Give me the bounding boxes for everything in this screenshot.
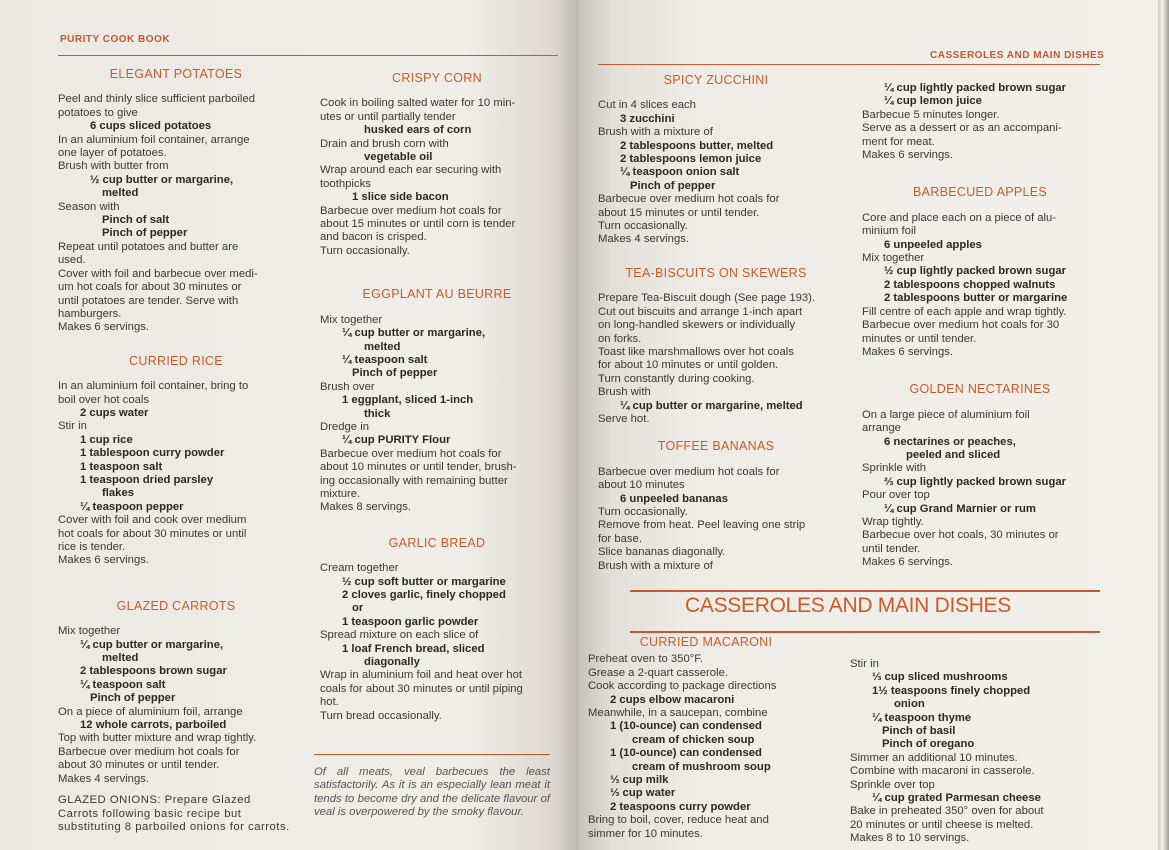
recipe-toffee-bananas	[598, 440, 834, 573]
instruction-line: um hot coals for about 30 minutes or	[58, 281, 242, 294]
ingredient-line: onion	[894, 698, 925, 711]
recipe-golden-nectarines	[862, 383, 1098, 569]
instruction-line: Turn occasionally.	[598, 220, 688, 233]
instruction-line: Barbecue over medium hot coals for	[598, 193, 780, 206]
ingredient-line: Pinch of basil	[882, 725, 956, 738]
instruction-line: Turn occasionally.	[598, 505, 688, 518]
instruction-line: Sprinkle with	[862, 462, 927, 475]
ingredient-line: 2 tablespoons brown sugar	[80, 665, 227, 678]
ingredient-line: ¼ cup lemon juice	[884, 95, 982, 108]
recipe-title: CURRIED MACARONI	[639, 635, 773, 649]
ingredient-line: 2 cups water	[80, 406, 149, 419]
ingredient-line: 1 eggplant, sliced 1-inch	[342, 394, 474, 407]
ingredient-line: 1 cup rice	[80, 433, 133, 446]
ingredient-line: 1 (10-ounce) can condensed	[610, 747, 762, 760]
instruction-line: ment for meat.	[862, 135, 935, 148]
recipe-body	[862, 409, 1098, 570]
ingredient-line: 6 cups sliced potatoes	[90, 120, 212, 133]
instruction-line: about 30 minutes or until tender.	[58, 759, 220, 772]
instruction-line: Makes 6 servings.	[862, 149, 954, 162]
ingredient-line: ⅓ cup water	[610, 787, 676, 800]
ingredient-line: Pinch of salt	[102, 214, 170, 227]
ingredient-line: 2 tablespoons lemon juice	[620, 153, 762, 166]
instruction-line: On a piece of aluminium foil, arrange	[58, 705, 243, 718]
instruction-line: Grease a 2-quart casserole.	[588, 666, 729, 679]
ingredient-line: cream of chicken soup	[632, 733, 755, 746]
instruction-line: hot.	[320, 696, 339, 709]
ingredient-line: 1 (10-ounce) can condensed	[610, 720, 762, 733]
recipe-title: ELEGANT POTATOES	[109, 67, 243, 81]
instruction-line: mixture.	[320, 487, 361, 500]
instruction-line: Barbecue over medium hot coals for	[598, 465, 780, 478]
instruction-line: Remove from heat. Peel leaving one strip	[598, 519, 806, 532]
instruction-line: Spread mixture on each slice of	[320, 629, 479, 642]
instruction-line: Barbecue over hot coals, 30 minutes or	[862, 529, 1059, 542]
ingredient-line: ½ cup butter or margarine,	[90, 173, 234, 186]
section-title: CASSEROLES AND MAIN DISHES	[685, 594, 1011, 617]
instruction-line: Cut out biscuits and arrange 1-inch apart	[598, 305, 803, 318]
recipe-garlic-bread	[320, 537, 554, 723]
toffee-bananas-continued	[862, 82, 1098, 162]
instruction-line: for about 10 minutes or until golden.	[598, 359, 779, 372]
recipe-title: TOFFEE BANANAS	[657, 439, 775, 454]
recipe-body	[58, 380, 294, 568]
instruction-line: Cover with foil and cook over medium	[58, 514, 247, 527]
instruction-line: potatoes to give	[58, 106, 138, 119]
instruction-line: Turn occasionally.	[320, 244, 410, 257]
instruction-line: Barbecue over medium hot coals for 30	[862, 319, 1060, 332]
instruction-line: Serve as a dessert or as an accompani-	[862, 122, 1062, 135]
instruction-line: Cut in 4 slices each	[598, 99, 696, 112]
instruction-line: Mix together	[320, 313, 383, 326]
recipe-curried-rice	[58, 355, 294, 568]
ingredient-line: Pinch of pepper	[352, 367, 438, 380]
ingredient-line: 12 whole carrots, parboiled	[80, 719, 227, 732]
recipe-body	[862, 212, 1098, 359]
instruction-line: minium foil	[862, 225, 916, 238]
instruction-line: Meanwhile, in a saucepan, combine	[588, 707, 768, 720]
recipe-crispy-corn	[320, 72, 554, 258]
recipe-title: GARLIC BREAD	[388, 535, 486, 550]
instruction-line: Cook according to package directions	[588, 680, 777, 693]
ingredient-line: melted	[364, 340, 401, 353]
instruction-line: Repeat until potatoes and butter are	[58, 240, 239, 253]
ingredient-line: ¼ cup butter or margarine,	[80, 638, 224, 651]
instruction-line: In an aluminium foil container, bring to	[58, 380, 249, 393]
recipe-title: CRISPY CORN	[392, 71, 482, 85]
left-running-header: PURITY COOK BOOK	[60, 34, 171, 45]
ingredient-line: 2 tablespoons butter or margarine	[884, 292, 1068, 305]
ingredient-line: 2 cups elbow macaroni	[610, 693, 735, 706]
instruction-line: Season with	[58, 200, 120, 213]
right-column-2	[862, 82, 1098, 570]
instruction-line: Barbecue over medium hot coals for	[320, 204, 502, 217]
instruction-line: Fill centre of each apple and wrap tightly.	[862, 305, 1067, 318]
recipe-tea-biscuits-on-skewers	[598, 267, 834, 426]
ingredient-line: Pinch of oregano	[882, 738, 975, 751]
ingredient-line: ¼ teaspoon onion salt	[620, 166, 740, 179]
instruction-line: Preheat oven to 350°F.	[588, 653, 704, 666]
instruction-line: ing occasionally with remaining butter	[320, 474, 508, 487]
instruction-line: Slice bananas diagonally.	[598, 546, 726, 559]
instruction-line: arrange	[862, 422, 901, 435]
ingredient-line: 1 slice side bacon	[352, 191, 449, 204]
instruction-line: Cover with foil and barbecue over medi-	[58, 267, 258, 280]
ingredient-line: 6 unpeeled apples	[884, 238, 982, 251]
ingredient-line: ¼ cup PURITY Flour	[342, 434, 451, 447]
instruction-line: Cook in boiling salted water for 10 min-	[320, 97, 516, 110]
right-column-4	[850, 658, 1086, 846]
left-column-2	[320, 72, 554, 723]
instruction-line: on long-handled skewers or individually	[598, 319, 796, 332]
curried-macaroni-continued	[850, 658, 1086, 846]
instruction-line: Stir in	[58, 420, 87, 433]
ingredient-line: 2 teaspoons curry powder	[610, 800, 751, 813]
instruction-line: Combine with macaroni in casserole.	[850, 765, 1035, 778]
ingredient-line: ⅓ cup milk	[610, 774, 669, 787]
ingredient-line: husked ears of corn	[364, 124, 472, 137]
ingredient-line: Pinch of pepper	[102, 227, 188, 240]
instruction-line: utes or until partially tender	[320, 110, 456, 123]
ingredient-line: cream of mushroom soup	[632, 760, 771, 773]
instruction-line: Mix together	[58, 625, 121, 638]
ingredient-line: vegetable oil	[364, 151, 433, 164]
recipe-eggplant-au-beurre	[320, 288, 554, 515]
ingredient-line: 2 cloves garlic, finely chopped	[342, 589, 506, 601]
instruction-line: about 10 minutes	[598, 479, 685, 492]
recipe-title: BARBECUED APPLES	[912, 185, 1048, 200]
ingredient-line: 1 loaf French bread, sliced	[342, 642, 485, 655]
veal-note: Of all meats, veal barbecues the least satisfactorily. As it is an especially lean meat it tends to become dry and the delicate flavour of veal is overpowered by the smoky flavour.	[314, 766, 550, 819]
instruction-line: simmer for 10 minutes.	[588, 827, 703, 840]
instruction-line: Brush with a mixture of	[598, 126, 713, 139]
glazed-onions-variation: GLAZED ONIONS: Prepare Glazed Carrots following basic recipe but substituting 8 parboiled onions for carrots.	[58, 794, 290, 833]
instruction-line: In an aluminium foil container, arrange	[58, 133, 250, 146]
instruction-line: minutes or until tender.	[862, 332, 977, 345]
left-column-1	[58, 68, 294, 834]
recipe-body	[598, 292, 834, 426]
instruction-line: Barbecue over medium hot coals for	[320, 447, 502, 460]
instruction-line: Stir in	[850, 658, 879, 670]
instruction-line: until tender.	[862, 542, 921, 555]
recipe-body	[598, 99, 834, 246]
instruction-line: toothpicks	[320, 177, 371, 190]
instruction-line: Mix together	[862, 252, 925, 265]
instruction-line: Drain and brush corn with	[320, 137, 449, 150]
recipe-elegant-potatoes	[58, 68, 294, 335]
instruction-line: Makes 8 servings.	[320, 501, 412, 514]
ingredient-line: 1 tablespoon curry powder	[80, 447, 225, 460]
instruction-line: coals for about 30 minutes or until piping	[320, 682, 523, 695]
ingredient-line: thick	[364, 407, 391, 420]
ingredient-line: ½ cup lightly packed brown sugar	[884, 265, 1067, 278]
instruction-line: Brush with a mixture of	[598, 559, 713, 572]
ingredient-line: ¼ teaspoon thyme	[872, 711, 972, 724]
instruction-line: and bacon is crisped.	[320, 231, 427, 244]
ingredient-line: melted	[102, 187, 139, 200]
ingredient-line: 2 tablespoons butter, melted	[620, 139, 774, 152]
instruction-line: Prepare Tea-Biscuit dough (See page 193).	[598, 292, 816, 305]
ingredient-line: peeled and sliced	[906, 448, 1001, 461]
page-edge	[1158, 0, 1169, 850]
right-header-rule	[598, 64, 1100, 65]
ingredient-line: ⅓ cup sliced mushrooms	[872, 671, 1008, 684]
ingredient-line: 6 nectarines or peaches,	[884, 435, 1016, 448]
instruction-line: Pour over top	[862, 489, 930, 502]
recipe-title: TEA-BISCUITS ON SKEWERS	[625, 265, 807, 280]
recipe-body	[320, 314, 554, 515]
instruction-line: until potatoes are tender. Serve with	[58, 294, 239, 307]
ingredient-line: 6 unpeeled bananas	[620, 492, 728, 505]
left-page	[0, 0, 578, 850]
recipe-body	[320, 562, 554, 723]
ingredient-line: 1½ teaspoons finely chopped	[872, 684, 1031, 697]
ingredient-line: 1 teaspoon salt	[80, 460, 163, 473]
right-column-1	[598, 74, 834, 573]
veal-note-rule	[314, 754, 550, 755]
recipe-spicy-zucchini	[598, 74, 834, 247]
ingredient-line: melted	[102, 652, 139, 665]
instruction-line: about 15 minutes or until corn is tender	[320, 218, 516, 231]
recipe-glazed-carrots	[58, 600, 294, 835]
ingredient-line: ½ cup soft butter or margarine	[342, 575, 506, 588]
recipe-body	[58, 625, 294, 786]
instruction-line: hamburgers.	[58, 307, 122, 320]
instruction-line: Cream together	[320, 562, 399, 575]
instruction-line: Bake in preheated 350° oven for about	[850, 805, 1044, 818]
instruction-line: Wrap in aluminium foil and heat over hot	[320, 669, 522, 682]
instruction-line: Peel and thinly slice sufficient parboiled	[58, 93, 255, 106]
instruction-line: for base.	[598, 532, 642, 545]
instruction-line: Makes 8 to 10 servings.	[850, 832, 970, 845]
ingredient-line: ⅔ cup lightly packed brown sugar	[884, 475, 1067, 488]
recipe-title: EGGPLANT AU BEURRE	[362, 287, 512, 302]
instruction-line: Turn bread occasionally.	[320, 709, 442, 722]
section-rule-top	[630, 590, 1100, 592]
ingredient-line: 3 zucchini	[620, 112, 675, 125]
ingredient-line: ¼ teaspoon salt	[80, 678, 166, 691]
ingredient-line: 2 tablespoons chopped walnuts	[884, 278, 1056, 291]
instruction-line: rice is tender.	[58, 541, 126, 553]
ingredient-line: ¼ cup grated Parmesan cheese	[872, 792, 1041, 805]
recipe-body	[320, 97, 554, 258]
recipe-body	[58, 93, 294, 334]
instruction-line: Toast like marshmallows over hot coals	[598, 345, 794, 358]
instruction-line: Wrap tightly.	[862, 515, 924, 528]
instruction-line: Makes 4 servings.	[58, 772, 150, 785]
recipe-barbecued-apples	[862, 186, 1098, 359]
instruction-line: Brush with	[598, 386, 651, 399]
ingredient-line: or	[352, 602, 364, 615]
recipe-body	[588, 653, 824, 841]
instruction-line: Barbecue over medium hot coals for	[58, 745, 240, 758]
instruction-line: on forks.	[598, 332, 642, 345]
instruction-line: Makes 6 servings.	[862, 556, 954, 569]
right-column-3	[588, 636, 824, 841]
ingredient-line: ¼ cup butter or margarine,	[342, 327, 486, 340]
instruction-line: Wrap around each ear securing with	[320, 164, 502, 177]
ingredient-line: ¼ cup lightly packed brown sugar	[884, 82, 1067, 94]
recipe-title: SPICY ZUCCHINI	[663, 73, 769, 87]
instruction-line: Makes 6 servings.	[58, 554, 150, 567]
instruction-line: Dredge in	[320, 420, 369, 433]
instruction-line: boil over hot coals	[58, 393, 150, 406]
instruction-line: one layer of potatoes.	[58, 147, 167, 160]
ingredient-line: ¼ cup butter or margarine, melted	[620, 399, 803, 412]
instruction-line: Makes 6 servings.	[58, 321, 150, 334]
instruction-line: about 10 minutes or until tender, brush-	[320, 461, 517, 474]
left-header-rule	[58, 55, 558, 56]
ingredient-line: 1 teaspoon garlic powder	[342, 615, 479, 628]
instruction-line: about 15 minutes or until tender.	[598, 206, 760, 219]
section-rule-bottom	[630, 631, 1100, 633]
instruction-line: Serve hot.	[598, 412, 650, 425]
ingredient-line: Pinch of pepper	[630, 179, 716, 192]
ingredient-line: 1 teaspoon dried parsley	[80, 473, 214, 486]
recipe-title: CURRIED RICE	[129, 353, 223, 368]
instruction-line: Simmer an additional 10 minutes.	[850, 751, 1018, 764]
right-page	[578, 0, 1158, 850]
instruction-line: used.	[58, 254, 86, 267]
recipe-title: GLAZED CARROTS	[116, 598, 236, 613]
ingredient-line: ¼ cup Grand Marnier or rum	[884, 502, 1036, 515]
recipe-body	[598, 466, 834, 573]
instruction-line: Sprinkle over top	[850, 778, 935, 791]
instruction-line: Brush over	[320, 380, 375, 393]
instruction-line: Brush with butter from	[58, 160, 169, 173]
instruction-line: hot coals for about 30 minutes or until	[58, 527, 247, 540]
instruction-line: 20 minutes or until cheese is melted.	[850, 818, 1034, 831]
ingredient-line: ¼ teaspoon salt	[342, 353, 428, 366]
ingredient-line: flakes	[102, 487, 135, 500]
ingredient-line: ¼ teaspoon pepper	[80, 500, 184, 513]
right-running-header: CASSEROLES AND MAIN DISHES	[930, 50, 1105, 61]
instruction-line: Barbecue 5 minutes longer.	[862, 108, 1000, 121]
instruction-line: Turn constantly during cooking.	[598, 372, 755, 385]
instruction-line: Makes 4 servings.	[598, 233, 690, 246]
recipe-title: GOLDEN NECTARINES	[909, 382, 1051, 397]
instruction-line: Top with butter mixture and wrap tightly.	[58, 732, 257, 745]
instruction-line: On a large piece of aluminium foil	[862, 408, 1030, 421]
ingredient-line: diagonally	[364, 656, 420, 669]
ingredient-line: Pinch of pepper	[90, 692, 176, 705]
recipe-curried-macaroni	[588, 636, 824, 841]
instruction-line: Makes 6 servings.	[862, 345, 954, 358]
instruction-line: Core and place each on a piece of alu-	[862, 211, 1057, 224]
instruction-line: Bring to boil, cover, reduce heat and	[588, 814, 769, 827]
